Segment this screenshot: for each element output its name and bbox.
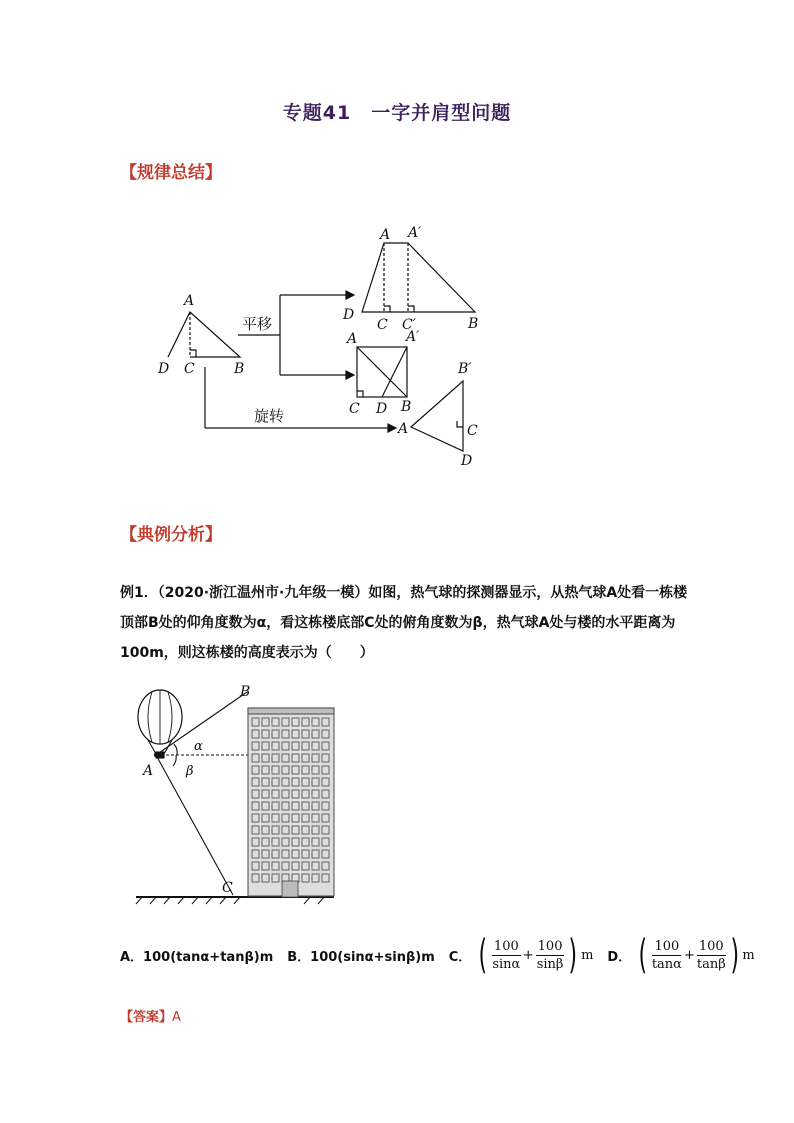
label-beta: β: [186, 764, 194, 779]
building: [248, 708, 334, 896]
fraction: [697, 939, 726, 972]
left-paren: (: [638, 932, 648, 978]
trapezoid: [362, 243, 475, 312]
angle-beta-arc: [173, 755, 176, 766]
angle-alpha-arc: [174, 744, 177, 755]
page-title: 专题41 一字并肩型问题: [282, 102, 512, 124]
denominator: tanβ: [696, 956, 726, 972]
arrow-head-icon: [346, 291, 354, 299]
choice-c[interactable]: [448, 932, 608, 978]
source-triangle: [168, 312, 240, 357]
label-a: A: [184, 293, 195, 309]
label-a: A: [347, 331, 358, 347]
rotated-triangle: [411, 381, 463, 451]
answer-label: 【答案】: [120, 1010, 173, 1025]
choice-c-label: C．: [448, 949, 472, 965]
choice-b[interactable]: B．100(sinα+sinβ)m: [287, 949, 435, 965]
label-c-prime: C′: [402, 317, 416, 333]
label-c: C: [222, 880, 233, 896]
numerator: 100: [654, 938, 680, 954]
rotate-label: 旋转: [254, 407, 285, 425]
left-paren: (: [478, 932, 488, 978]
label-d: D: [343, 307, 355, 323]
unit: m: [581, 947, 594, 963]
plus-sign: +: [522, 947, 534, 963]
label-b: B: [401, 399, 412, 415]
label-c: C: [467, 423, 478, 439]
label-d: D: [158, 361, 170, 377]
unit: m: [742, 947, 755, 963]
answer-choices: [120, 930, 769, 980]
label-c: C: [184, 361, 195, 377]
label-d: D: [461, 453, 473, 469]
choice-d[interactable]: [607, 932, 768, 978]
numerator: 100: [698, 938, 724, 954]
arrow-head-icon: [388, 424, 396, 432]
numerator: 100: [537, 938, 563, 954]
label-alpha: α: [194, 739, 203, 754]
label-c: C: [377, 317, 388, 333]
label-a-prime: A′: [408, 225, 422, 241]
right-angle-mark: [190, 350, 196, 357]
label-a-prime: A′: [406, 329, 420, 345]
ground-hatching: [136, 897, 324, 904]
label-a: A: [398, 421, 409, 437]
section-summary-heading: 【规律总结】: [120, 163, 222, 183]
label-a: A: [143, 763, 154, 779]
fraction: [492, 939, 521, 972]
answer-line: [120, 1006, 181, 1025]
choice-d-label: D．: [607, 949, 632, 965]
translate-label: 平移: [242, 315, 273, 333]
right-paren: ): [568, 932, 578, 978]
choice-a[interactable]: A．100(tanα+tanβ)m: [120, 949, 274, 965]
example-question: 例1．（2020·浙江温州市·九年级一模）如图，热气球的探测器显示，从热气球A处看一栋楼顶部B处的仰角度数为α，看这栋楼底部C处的俯角度数为β，热气球A处与楼的水平距离为100m，则这栋楼的高度表示为（ ）: [120, 585, 688, 661]
denominator: sinβ: [536, 956, 564, 972]
label-b: B: [234, 361, 245, 377]
line-ac: [156, 755, 233, 895]
denominator: sinα: [492, 956, 521, 972]
building-door: [282, 881, 298, 897]
label-a: A: [380, 227, 391, 243]
answer-value: A: [172, 1010, 181, 1025]
fraction: [536, 939, 565, 972]
label-b: B: [468, 316, 479, 332]
balloon-building-figure: [130, 682, 345, 914]
fraction: [652, 939, 682, 972]
numerator: 100: [493, 938, 519, 954]
plus-sign: +: [683, 947, 695, 963]
label-c: C: [349, 401, 360, 417]
label-d: D: [376, 401, 388, 417]
arrow-head-icon: [346, 371, 354, 379]
denominator: tanα: [651, 956, 682, 972]
right-paren: ): [730, 932, 739, 978]
section-analysis-heading: 【典例分析】: [120, 525, 222, 545]
transformation-diagram: [150, 215, 500, 475]
label-b-prime: B′: [458, 361, 472, 377]
label-b: B: [240, 684, 251, 700]
